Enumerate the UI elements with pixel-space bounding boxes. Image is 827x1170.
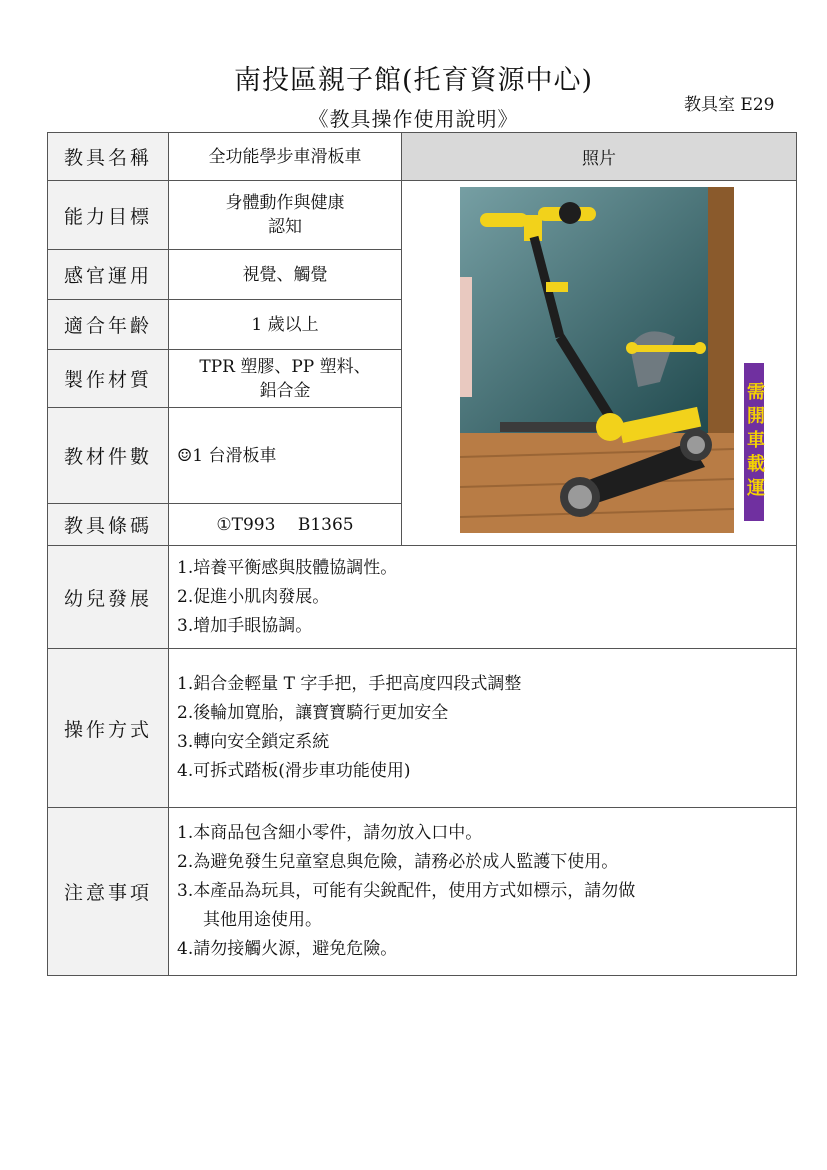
goal-line-2: 認知 — [268, 217, 302, 237]
table-row — [48, 546, 797, 649]
scooter-photo — [460, 187, 734, 533]
table-row — [48, 808, 797, 976]
page-title: 南投區親子館(托育資源中心) — [233, 65, 594, 96]
material-line-1: TPR 塑膠、PP 塑料、 — [199, 356, 371, 377]
name-label: 教具名稱 — [48, 133, 169, 181]
sense-label: 感官運用 — [48, 250, 169, 300]
list-item: 4.請勿接觸火源，避免危險。 — [177, 939, 398, 959]
page-subtitle: 《教具操作使用說明》 — [308, 107, 519, 131]
photo-header: 照片 — [402, 133, 797, 181]
list-item: 其他用途使用。 — [203, 910, 322, 930]
instruction-table — [47, 132, 797, 976]
list-item: 3.本產品為玩具，可能有尖銳配件，使用方式如標示，請勿做 — [177, 881, 636, 901]
list-item: 3.轉向安全鎖定系統 — [177, 732, 330, 752]
goal-label: 能力目標 — [48, 181, 169, 250]
list-item: 4.可拆式踏板(滑步車功能使用) — [177, 761, 411, 781]
goal-line-1: 身體動作與健康 — [225, 193, 345, 213]
goal-value — [169, 181, 402, 250]
table-row — [48, 649, 797, 808]
list-item: 1.培養平衡感與肢體協調性。 — [177, 557, 398, 578]
material-line-2: 鋁合金 — [259, 380, 311, 401]
development-label: 幼兒發展 — [48, 546, 169, 649]
list-item: 2.促進小肌肉發展。 — [177, 586, 330, 607]
age-value: 1 歲以上 — [169, 300, 402, 350]
list-item: 3.增加手眼協調。 — [177, 615, 313, 636]
operation-list — [169, 649, 797, 808]
count-label: 教材件數 — [48, 408, 169, 504]
caution-label: 注意事項 — [48, 808, 169, 976]
barcode-label: 教具條碼 — [48, 504, 169, 546]
caution-list — [169, 808, 797, 976]
room-code: 教具室 E29 — [684, 95, 775, 115]
list-item: 2.後輪加寬胎，讓寶寶騎行更加安全 — [177, 703, 449, 723]
material-value — [169, 350, 402, 408]
table-row — [48, 181, 797, 250]
list-item: 1.鋁合金輕量 T 字手把，手把高度四段式調整 — [177, 674, 522, 694]
list-item: 2.為避免發生兒童窒息與危險，請務必於成人監護下使用。 — [177, 852, 619, 872]
count-value: ☺1 台滑板車 — [169, 408, 402, 504]
sense-value: 視覺、觸覺 — [169, 250, 402, 300]
development-list — [169, 546, 797, 649]
material-label: 製作材質 — [48, 350, 169, 408]
name-value: 全功能學步車滑板車 — [169, 133, 402, 181]
table-row — [48, 133, 797, 181]
age-label: 適合年齡 — [48, 300, 169, 350]
list-item: 1.本商品包含細小零件，請勿放入口中。 — [177, 823, 483, 843]
transport-badge: 需開車載運 — [744, 363, 764, 521]
operation-label: 操作方式 — [48, 649, 169, 808]
barcode-value: ①T993 B1365 — [169, 504, 402, 546]
photo-cell — [402, 181, 797, 546]
